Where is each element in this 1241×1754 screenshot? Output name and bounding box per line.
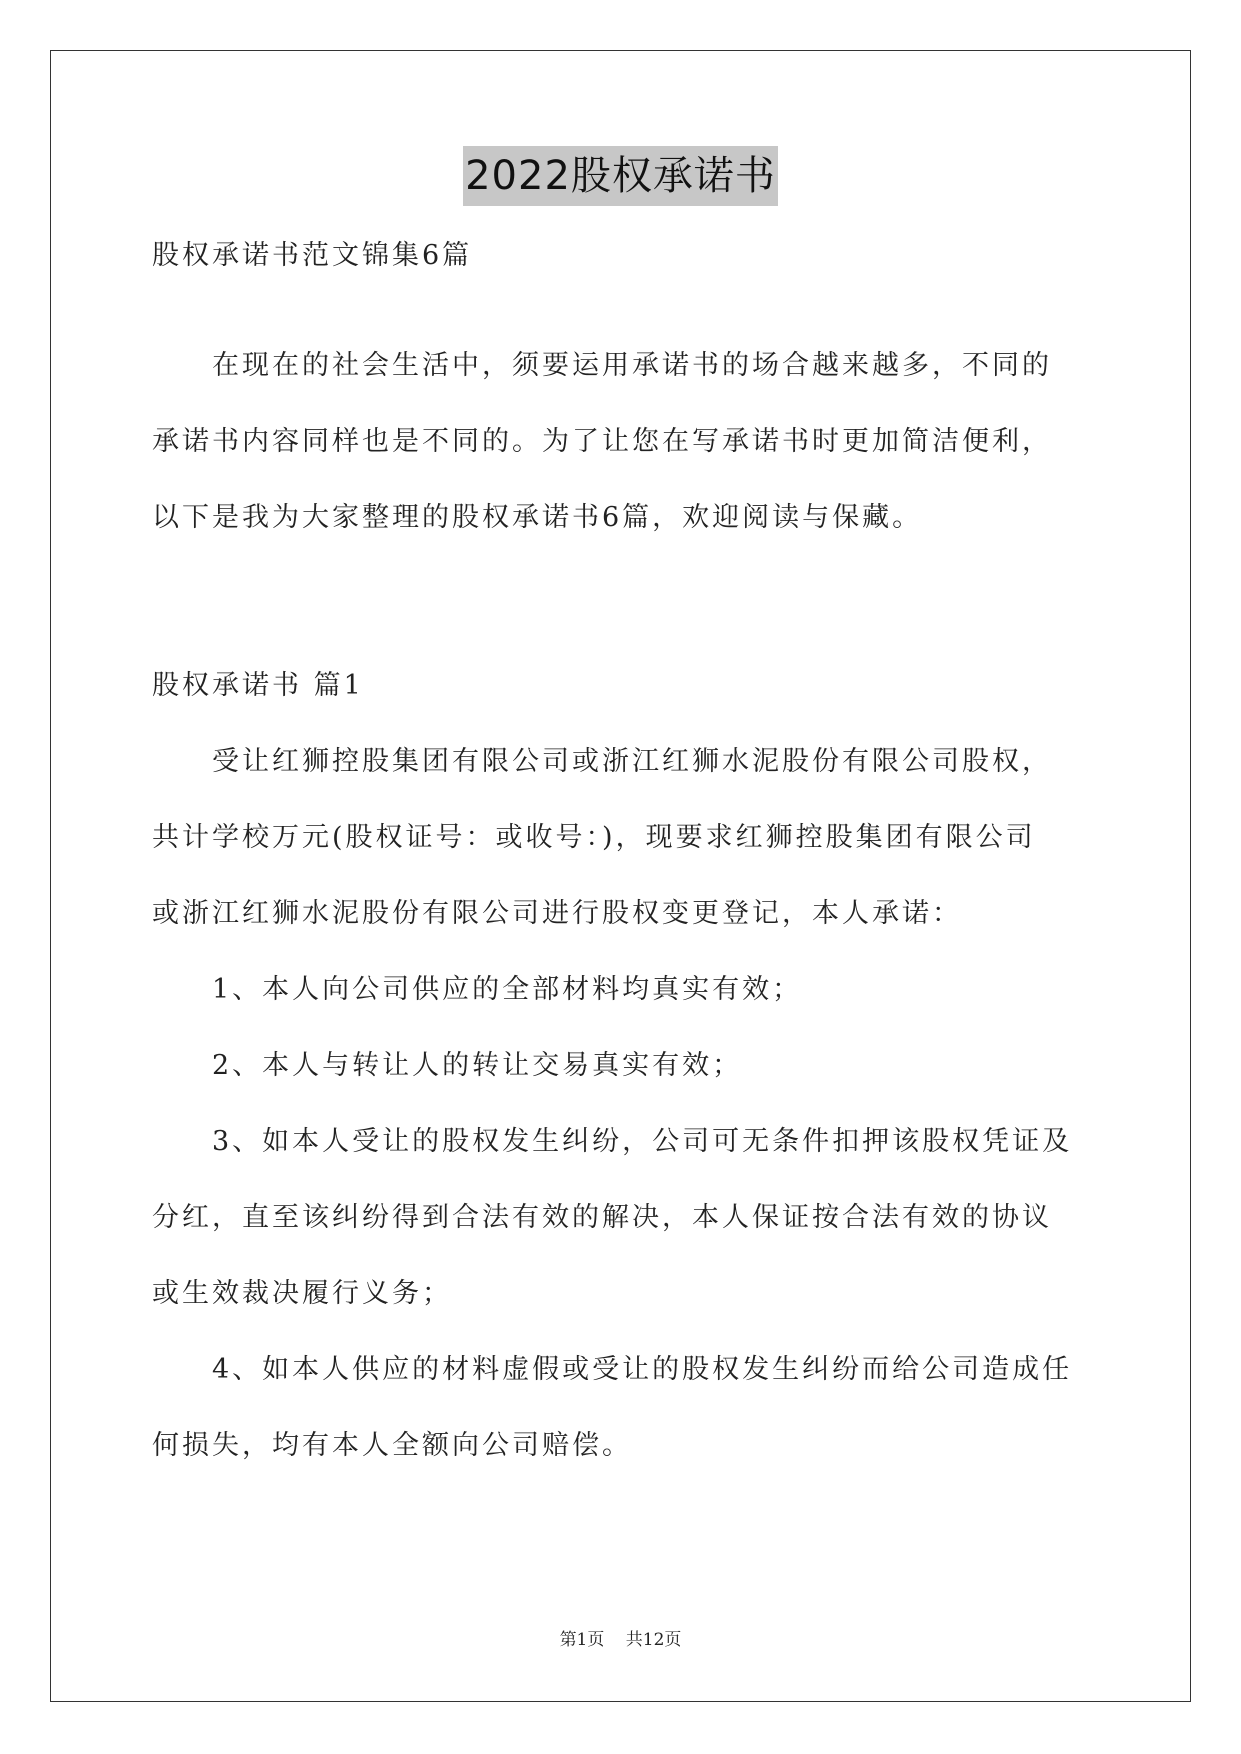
body-line-7: 分红，直至该纠纷得到合法有效的解决，本人保证按合法有效的协议 <box>152 1202 1052 1233</box>
title-container <box>0 146 1241 206</box>
body-line-3: 或浙江红狮水泥股份有限公司进行股权变更登记，本人承诺： <box>152 898 962 929</box>
body-line-8: 或生效裁决履行义务； <box>152 1278 452 1309</box>
body-line-6: 3、如本人受让的股权发生纠纷，公司可无条件扣押该股权凭证及 <box>212 1126 1073 1157</box>
intro-line-3: 以下是我为大家整理的股权承诺书6篇，欢迎阅读与保藏。 <box>152 502 923 533</box>
intro-line-1: 在现在的社会生活中，须要运用承诺书的场合越来越多，不同的 <box>212 350 1052 381</box>
body-line-1: 受让红狮控股集团有限公司或浙江红狮水泥股份有限公司股权， <box>212 746 1052 777</box>
page-number: 第1页 <box>559 1630 605 1650</box>
body-line-2: 共计学校万元(股权证号：或收号：)，现要求红狮控股集团有限公司 <box>152 822 1036 853</box>
document-title: 2022股权承诺书 <box>463 146 778 206</box>
body-line-10: 何损失，均有本人全额向公司赔偿。 <box>152 1430 632 1461</box>
body-line-5: 2、本人与转让人的转让交易真实有效； <box>212 1050 743 1081</box>
section-heading: 股权承诺书 篇1 <box>152 670 364 701</box>
body-line-4: 1、本人向公司供应的全部材料均真实有效； <box>212 974 803 1005</box>
page-footer <box>0 1628 1241 1652</box>
intro-line-2: 承诺书内容同样也是不同的。为了让您在写承诺书时更加简洁便利， <box>152 426 1052 457</box>
page-total: 共12页 <box>625 1630 682 1650</box>
body-line-9: 4、如本人供应的材料虚假或受让的股权发生纠纷而给公司造成任 <box>212 1354 1073 1385</box>
document-subtitle: 股权承诺书范文锦集6篇 <box>152 240 473 271</box>
